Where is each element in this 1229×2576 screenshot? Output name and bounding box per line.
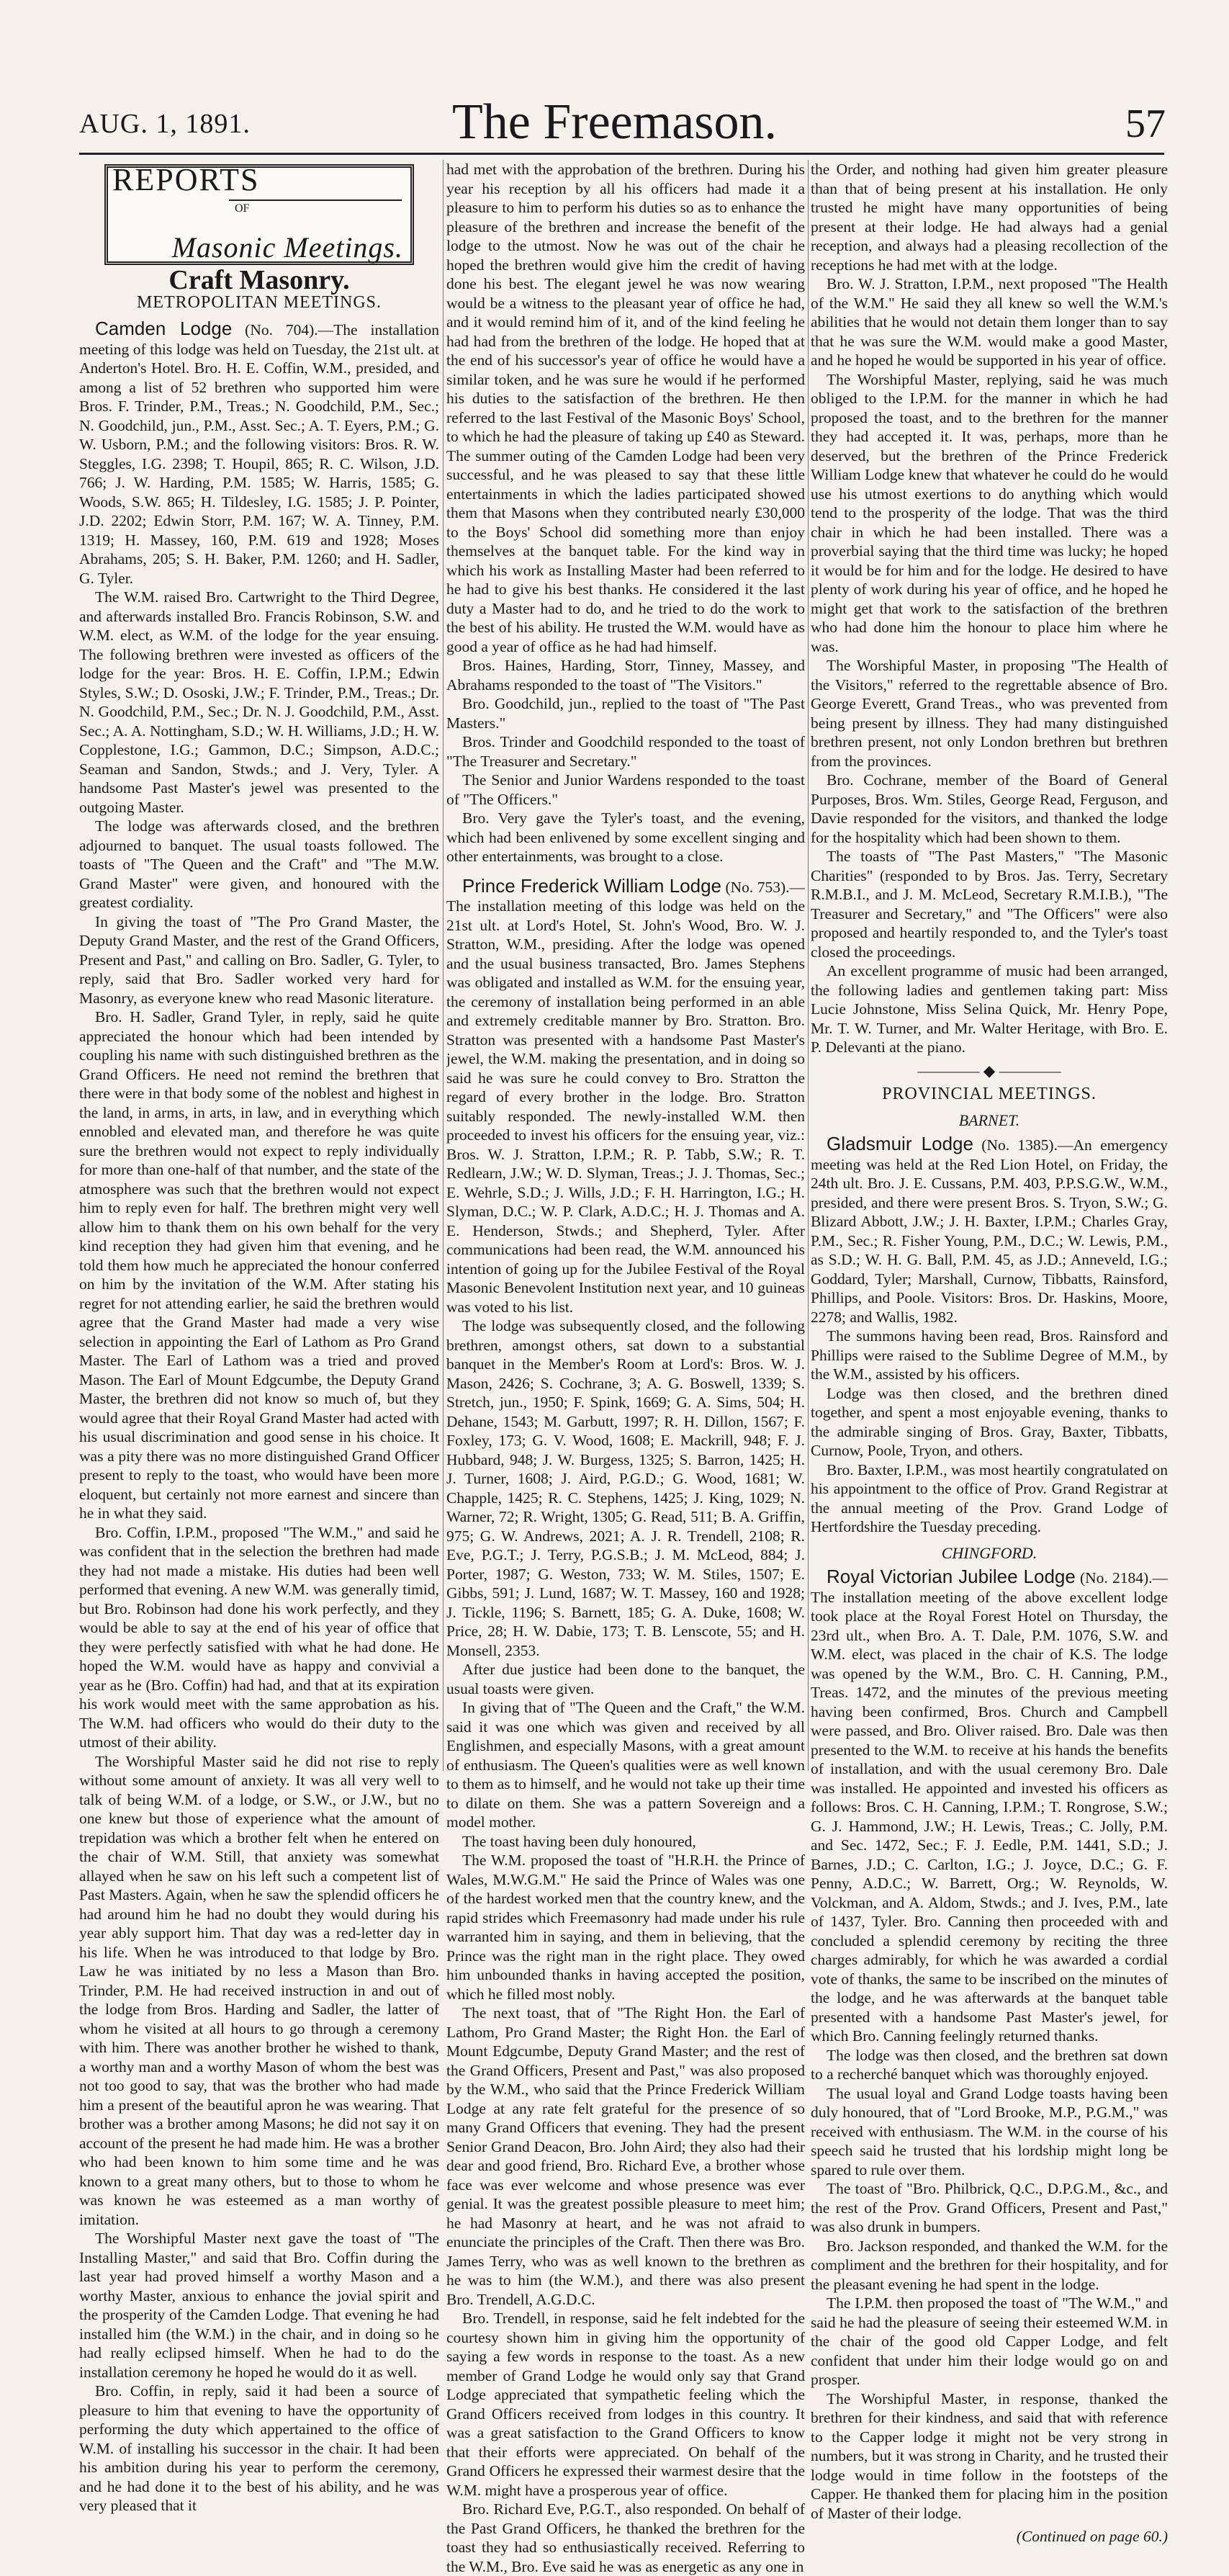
- article-paragraph: Bro. Coffin, in reply, said it had been a source of pleasure to him that evening to have the opportunity of performing the duty which appertained to the office of W.M. of installing his successor in the chair. It had been his ambition during his year to perform the ceremony, and he had done it to the best of his ability, and he was very pleased that it: [79, 2382, 439, 2514]
- section-divider: ———— ◆ ————: [917, 1062, 1061, 1080]
- article-paragraph: Bro. Trendell, in response, said he felt indebted for the courtesy shown him in giving him the opportunity of saying a few words in response to the toast. As a new member of Grand Lodge he would only say that Grand Lodge appreciated that sympathetic feeling which the Grand Officers received from lodges in this country. It was a great satisfaction to the Grand Officers to know that their efforts were appreciated. On behalf of the Grand Officers he expressed their warmest desire that the W.M. might have a prosperous year of office.: [446, 2310, 805, 2499]
- newspaper-title: The Freemason.: [452, 94, 777, 150]
- article-paragraph: The toast of "Bro. Philbrick, Q.C., D.P.G.M., &c., and the rest of the Prov. Grand Officers, Present and Past," was also drunk in bumpers.: [811, 2180, 1168, 2235]
- subheading-barnet: BARNET.: [958, 1110, 1020, 1129]
- article-paragraph: The Senior and Junior Wardens responded to the toast of "The Officers.": [446, 771, 805, 808]
- article-paragraph: The W.M. raised Bro. Cartwright to the Third Degree, and afterwards installed Bro. Francis Robinson, S.W. and W.M. elect, as W.M. of the lodge for the year ensuing. The following brethren were invested as officers of the lodge for the year: Bros. H. E. Coffin, I.P.M.; Edwin Styles, S.W.; D. Ososki, J.W.; F. Trinder, P.M., Treas.; Dr. N. Goodchild, P.M., Sec.; Dr. N. J. Goodchild, P.M., Asst. Sec.; A. A. Nottingham, S.D.; W. H. Williams, J.D.; H. W. Copplestone, I.G.; Gammon, D.C.; Simpson, A.D.C.; Seaman and Sandon, Stwds.; and J. Very, Tyler. A handsome Past Master's jewel was presented to the outgoing Master.: [79, 588, 439, 816]
- article-paragraph: had met with the approbation of the brethren. During his year his reception by all his officers had made it a pleasure to him to perform his duties so as to enhance the pleasure of the brethren and increase the benefit of the lodge to the utmost. Now he was out of the chair he hoped the brethren would give him the credit of having done his best. The elegant jewel he was now wearing would be a witness to the pleasant year of office he had, and it would remind him of it, and of the kind feeling he had had from the brethren of the lodge. He hoped that at the end of his successor's year of office he would have a similar token, and he was sure he would if he performed his duties to the satisfaction of the brethren. He then referred to the last Festival of the Masonic Boys' School, to which he had the pleasure of taking up £40 as Steward. The summer outing of the Camden Lodge had been very successful, and he was pleased to say that these little entertainments in which the ladies participated showed them that Masons when they contributed nearly £30,000 to the Boys' School did something more than enjoy themselves at the banquet table. For the kind way in which his work as Installing Master had been referred to he had to give his best thanks. He considered it the last duty a Master had to do, and he tried to do the work to the best of his ability. He trusted the W.M. would have as good a year of office as he had had himself.: [446, 161, 805, 655]
- reports-banner: [104, 164, 414, 265]
- header-rule: [79, 153, 1164, 155]
- article-paragraph: The toasts of "The Past Masters," "The Masonic Charities" (responded to by Bros. Jas. Terry, Secretary R.M.B.I., and J. M. McLeod, Secretary R.M.I.B.), "The Treasurer and Secretary," and "The Officers" were also proposed and heartily responded to, and the Tyler's toast closed the proceedings.: [811, 848, 1168, 961]
- lodge-title: Gladsmuir Lodge: [827, 1133, 973, 1154]
- lodge-title: Prince Frederick William Lodge: [462, 874, 721, 897]
- column-1: [79, 160, 439, 2516]
- article-paragraph: [446, 876, 805, 1317]
- lodge-number: (No. 753).: [725, 878, 790, 896]
- subheading-metropolitan: METROPOLITAN MEETINGS.: [136, 292, 382, 312]
- article-paragraph: The Worshipful Master, replying, said he was much obliged to the I.P.M. for the manner in which he had proposed the toast, and to the brethren for the manner they had accepted it. It was, perhaps, more than he deserved, but the brethren of the Prince Frederick William Lodge knew that whatever he could do he would use his utmost exertions to do anything which would tend to the prosperity of the lodge. That was the third chair in which he had been installed. There was a proverbial saying that the third time was lucky; he hoped it would be for him and for the lodge. He desired to have plenty of work during his year of office, and he hoped he might get that work to the satisfaction of the brethren who had done him the honour to place him where he was.: [811, 370, 1168, 655]
- article-paragraph: The summons having been read, Bros. Rainsford and Phillips were raised to the Sublime Degree of M.M., by the W.M., assisted by his officers.: [811, 1327, 1168, 1383]
- article-paragraph: The Worshipful Master, in proposing "The Health of the Visitors," referred to the regrettable absence of Bro. George Everett, Grand Treas., who was prevented from being present by illness. They had many distinguished brethren present, not only London brethren but brethren from the provinces.: [811, 657, 1168, 770]
- banner-line-2: OF: [235, 202, 250, 215]
- article-paragraph: Bros. Trinder and Goodchild responded to the toast of "The Treasurer and Secretary.": [446, 733, 805, 770]
- article-paragraph: The W.M. proposed the toast of "H.R.H. the Prince of Wales, M.W.G.M." He said the Prince of Wales was one of the hardest worked men that the country knew, and the rapid strides which Freemasonry had made under his rule warranted him in saying, and them in believing, that the Prince was the right man in the right place. They owed him unbounded thanks in having accepted the position, which he filled most nobly.: [446, 1852, 805, 2003]
- article-paragraph: Bros. Haines, Harding, Storr, Tinney, Massey, and Abrahams responded to the toast of "The Visitors.": [446, 657, 805, 694]
- article-paragraph: Bro. Very gave the Tyler's toast, and the evening, which had been enlivened by some excellent singing and other entertainments, was brought to a close.: [446, 809, 805, 865]
- article-paragraph: The Worshipful Master said he did not rise to reply without some amount of anxiety. It was all very well to talk of being W.M. of a lodge, or S.W., or J.W., but no one knew but those of experience what the amount of trepidation was which a brother felt when he entered on the chair of W.M. Still, that anxiety was somewhat allayed when he saw on his left such a competent list of Past Masters. Again, when he saw the splendid officers he had around him he had no doubt they would during his year ably support him. That day was a red-letter day in his life. When he was introduced to that lodge by Bro. Law he was initiated by no less a Mason than Bro. Trinder, P.M. He had received instruction in and out of the lodge from Bros. Harding and Sadler, the latter of whom he visited at all hours to go through a ceremony with him. There was another brother he wished to thank, a worthy man and a worthy Mason of whom the best was not too good to say, that was the brother who had made him a present of the beautiful apron he was wearing. That brother was a brother among Masons; he did not say it on account of the present he had made him. He was a brother who had been known to him some time and he was known to a great many others, but to those to whom he was known he was esteemed as a man worthy of imitation.: [79, 1752, 439, 2228]
- article-paragraph: In giving the toast of "The Pro Grand Master, the Deputy Grand Master, and the rest of the Grand Officers, Present and Past," and calling on Bro. Sadler, G. Tyler, to reply, said that Bro. Sadler worked very hard for Masonry, as everyone knew who read Masonic literature.: [79, 912, 439, 1007]
- article-paragraph: Bro. Richard Eve, P.G.T., also responded. On behalf of the Past Grand Officers, he thanked the brethren for the toast they had so enthusiastically received. Referring to the W.M., Bro. Eve said he was as energetic as any one in: [446, 2500, 805, 2575]
- article-paragraph: The toast having been duly honoured,: [462, 1832, 696, 1850]
- article-paragraph: Bro. H. Sadler, Grand Tyler, in reply, said he quite appreciated the honour which had been intended by coupling his name with such distinguished brethren as the Grand Officers. He need not remind the brethren that there were in that body some of the noblest and highest in the land, in arms, in arts, in law, and in everything which ennobled and elevated man, and therefore he was quite sure the brethren would not expect to reply individually for more than one-half of that number, and the state of the atmosphere was such that the brethren would not expect him to reply even for half. The brethren might very well allow him to thank them on his own behalf for the very kind reception they had given him that evening, and he told them how much he appreciated the honour conferred on him by the invitation of the W.M. After stating his regret for not attending earlier, he said the brethren would agree that the Grand Master had made a very wise selection in appointing the Earl of Lathom as Pro Grand Master. The Earl of Lathom was a tried and proved Mason. The Earl of Mount Edgcumbe, the Deputy Grand Master, the brethren did not know so much of, but they would agree that their Royal Grand Master had acted with his usual discrimination and good sense in his choice. It was a pity there was no more distinguished Grand Officer present to reply to the toast, who would have been more eloquent, but certainly not more earnest and sincere than he in what they said.: [79, 1008, 439, 1522]
- paragraph-text: —An emergency meeting was held at the Red Lion Hotel, on Friday, the 24th ult. Bro. J. E. Cussans, P.M. 403, P.P.S.G.W., W.M., presided, and there were present Bros. S. Tryon, S.W.; G. Blizard Abbott, J.W.; J. H. Baxter, I.P.M.; Charles Gray, P.M., Sec.; R. Fisher Young, P.M., D.C.; W. Lewis, P.M., as S.D.; W. H. G. Ball, P.M. 45, as J.D.; Anneveld, I.G.; Goddard, Tyler; Marshall, Curnow, Tibbatts, Rainsford, Phillips, and Poole. Visitors: Bros. Dr. Haskins, Moore, 2278; and Wallis, 1982.: [811, 1136, 1168, 1326]
- article-paragraph: In giving that of "The Queen and the Craft," the W.M. said it was one which was given and received by all Englishmen, and especially Masons, with a great amount of enthusiasm. The Queen's qualities were as well known to them as to himself, and he would not take up their time to dilate on them. She was a pattern Sovereign and a model mother.: [446, 1699, 805, 1831]
- issue-date: AUG. 1, 1891.: [79, 109, 251, 139]
- continued-note: (Continued on page 60.): [1016, 2528, 1168, 2545]
- column-3: [811, 160, 1168, 2546]
- article-paragraph: The next toast, that of "The Right Hon. the Earl of Lathom, Pro Grand Master; the Right Hon. the Earl of Mount Edgcumbe, Deputy Grand Master; and the rest of the Grand Officers, Present and Past," was also proposed by the W.M., who said that the Prince Frederick William Lodge at any rate felt grateful for the presence of so many Grand Officers that evening. They had the present Senior Grand Deacon, Bro. John Aird; they also had their dear and good friend, Bro. Richard Eve, a brother whose face was ever welcome and whose presence was ever genial. It was the greatest possible pleasure to meet him; he had Masonry at heart, and he was not afraid to enunciate the principles of the Craft. Then there was Bro. James Terry, who was as well known to the brethren as he was to him (the W.M.), and there was also present Bro. Trendell, A.G.D.C.: [446, 2004, 805, 2308]
- article-paragraph: Lodge was then closed, and the brethren dined together, and spent a most enjoyable evening, thanks to the admirable singing of Bros. Gray, Baxter, Tibbatts, Curnow, Poole, Tryon, and others.: [811, 1384, 1168, 1459]
- section-heading-craft: Craft Masonry.: [168, 265, 350, 295]
- article-paragraph: The usual loyal and Grand Lodge toasts having been duly honoured, that of "Lord Brooke, M.P., P.G.M.," was received with enthusiasm. The W.M. in the course of his speech said he trusted that his lordship might long be spared to rule over them.: [811, 2084, 1168, 2178]
- article-paragraph: An excellent programme of music had been arranged, the following ladies and gentlemen taking part: Miss Lucie Johnstone, Miss Selina Quick, Mr. Henry Pope, Mr. T. W. Turner, and Mr. Walter Heritage, with Bro. E. P. Delevanti at the piano.: [811, 962, 1168, 1056]
- article-paragraph: Bro. Baxter, I.P.M., was most heartily congratulated on his appointment to the office of Prov. Grand Registrar at the annual meeting of the Prov. Grand Lodge of Hertfordshire the Tuesday preceding.: [811, 1460, 1168, 1535]
- article-paragraph: the Order, and nothing had given him greater pleasure than that of being present at his installation. He only trusted he might have many opportunities of being present at their lodge. He had always had a genial reception, and always had a pleasing recollection of the receptions he had met with at the lodge.: [811, 161, 1168, 274]
- banner-line-1: REPORTS: [112, 162, 260, 197]
- lodge-title: Camden Lodge: [95, 318, 233, 339]
- article-paragraph: Bro. W. J. Stratton, I.P.M., next proposed "The Health of the W.M." He said they all knew so well the W.M.'s abilities that he would not detain them longer than to say that he was sure the W.M. would make a good Master, and he hoped he would be supported in his year of office.: [811, 275, 1168, 369]
- article-paragraph: Bro. Coffin, I.P.M., proposed "The W.M.," and said he was confident that in the selection the brethren had made they had not made a mistake. His duties had been well performed that evening. A new W.M. was generally timid, but Bro. Robinson had done his work perfectly, and they would be able to say at the end of his year of office that they were perfectly satisfied with what he had done. He hoped the W.M. would have as happy and convivial a year as he (Bro. Coffin) had had, and that at its expiration his work would meet with the same approbation as his. The W.M. had officers who would do their duty to the utmost of their ability.: [79, 1523, 439, 1751]
- masthead: [0, 0, 1229, 150]
- paragraph-text: —The installation meeting of this lodge was held on Tuesday, the 21st ult. at Anderton's Hotel. Bro. H. E. Coffin, W.M., presided, and among a list of 52 brethren who supported him were Bros. F. Trinder, P.M., Treas.; N. Goodchild, P.M., Sec.; N. Goodchild, jun., P.M., Asst. Sec.; A. T. Eyers, P.M.; G. W. Usborn, P.M.; and the following visitors: Bros. R. W. Steggles, I.G. 2398; T. Houpil, 865; R. C. Wilson, J.D. 766; J. W. Harding, P.M. 1585; W. Harris, 1585; G. Woods, S.W. 865; H. Tildesley, I.G. 1585; J. P. Pointer, J.D. 2202; Edwin Storr, P.M. 167; W. A. Tinney, P.M. 1319; H. Massey, 160, P.M. 619 and 1928; Moses Abrahams, 205; S. H. Baker, P.M. 1260; and H. Sadler, G. Tyler.: [79, 321, 439, 587]
- lodge-title: Royal Victorian Jubilee Lodge: [827, 1566, 1076, 1587]
- column-divider: [808, 160, 809, 1771]
- article-paragraph: The lodge was subsequently closed, and the following brethren, amongst others, sat down to a substantial banquet in the Member's Room at Lord's: Bros. W. J. Mason, 2426; S. Cochrane, 3; A. G. Boswell, 1339; S. Stretch, jun., 1950; F. Spink, 1669; G. A. Sims, 504; H. Dehane, 1543; M. Garbutt, 1997; R. H. Dillon, 1567; F. Foxley, 173; G. V. Wood, 1608; E. Mackrill, 948; F. J. Hubbard, 948; J. W. Burgess, 1325; S. Barron, 1425; H. J. Turner, 1608; J. Aird, P.G.D.; G. Wood, 1681; W. Chapple, 1425; R. C. Stephens, 1425; J. King, 1029; N. Warner, 72; R. Wright, 1305; G. Read, 511; B. A. Griffin, 975; G. W. Andrews, 2021; A. J. R. Trendell, 2108; R. Eve, P.G.T.; J. Terry, P.G.S.B.; J. M. McLeod, 884; J. Porter, 1987; G. Weston, 733; W. M. Stiles, 1507; E. Gibbs, 591; J. Lund, 1687; W. T. Massey, 160 and 1928; J. Tickle, 1196; S. Barnett, 185; G. A. Duke, 1608; W. Price, 28; H. W. Dabie, 173; T. B. Lenscote, 55; and H. Monsell, 2353.: [446, 1317, 805, 1659]
- lodge-number: (No. 704).: [245, 321, 318, 338]
- lodge-number: (No. 2184).: [1080, 1569, 1153, 1587]
- paragraph-text: —The installation meeting of this lodge was held on the 21st ult. at Lord's Hotel, St. John's Wood, Bro. W. J. Stratton, W.M., presiding. After the lodge was opened and the usual business transacted, Bro. James Stephens was obligated and installed as W.M. for the ensuing year, the ceremony of installation being performed in an able and extremely creditable manner by Bro. Stratton. Bro. Stratton was presented with a handsome Past Master's jewel, the W.M. making the presentation, and in doing so said he was sure he could convey to Bro. Stratton the regard of every brother in the lodge. Bro. Stratton suitably responded. The newly-installed W.M. then proceeded to invest his officers for the ensuing year, viz.: Bros. W. J. Stratton, I.P.M.; R. P. Tabb, S.W.; R. T. Redlearn, J.W.; W. D. Slyman, Treas.; J. J. Thomas, Sec.; E. Wehrle, S.D.; J. Wills, J.D.; F. H. Harrington, I.G.; H. Slyman, D.C.; W. P. Clark, A.D.C.; H. J. Thomas and A. E. Henderson, Stwds.; and Shepherd, Tyler. After communications had been read, the W.M. announced his intention of going up for the Jubilee Festival of the Royal Masonic Benevolent Institution next year, and 10 guineas was voted to his list.: [446, 878, 805, 1316]
- article-paragraph: Bro. Goodchild, jun., replied to the toast of "The Past Masters.": [446, 695, 805, 732]
- column-2: [446, 160, 805, 2576]
- paragraph-text: —The installation meeting of the above excellent lodge took place at the Royal Forest Hotel on Thursday, the 23rd ult., when Bro. A. T. Dale, P.M. 1076, S.W. and W.M. elect, was placed in the chair of K.S. The lodge was opened by the W.M., Bro. C. H. Canning, P.M., Treas. 1472, and the minutes of the previous meeting having been confirmed, Bros. Church and Campbell were passed, and Bro. Oliver raised. Bro. Dale was then presented to the W.M. to receive at his hands the benefits of installation, and with the usual ceremony Bro. Dale was installed. He appointed and invested his officers as follows: Bros. C. H. Canning, I.P.M.; T. Rongrose, S.W.; G. J. Hammond, J.W.; H. Lewis, Treas.; C. Jolly, P.M. and Sec. 1472, Sec.; F. J. Eedle, P.M. 1441, S.D.; J. Barnes, J.D.; C. Carlton, I.G.; J. Joyce, D.C.; G. F. Penny, A.D.C.; W. Barrett, Org.; W. Reynolds, W. Volckman, and A. Aldom, Stwds.; and J. Ives, P.M., late of 1437, Tyler. Bro. Canning then proceeded with and concluded a splendid ceremony by reciting the three charges admirably, for which he was awarded a cordial vote of thanks, the same to be inscribed on the minutes of the lodge, and he was afterwards at the banquet table presented with a handsome Past Master's jewel, for which Bro. Canning feelingly returned thanks.: [811, 1569, 1168, 2045]
- article-paragraph: The lodge was then closed, and the brethren sat down to a recherché banquet which was thoroughly enjoyed.: [811, 2046, 1168, 2083]
- subheading-provincial: PROVINCIAL MEETINGS.: [882, 1085, 1097, 1103]
- lodge-number: (No. 1385).: [981, 1136, 1058, 1154]
- page-number: 57: [1125, 102, 1166, 146]
- article-paragraph: Bro. Jackson responded, and thanked the W.M. for the compliment and the brethren for their hospitality, and for the pleasant evening he had spent in the lodge.: [811, 2237, 1168, 2293]
- article-paragraph: [811, 1567, 1168, 2046]
- banner-line-3: Masonic Meetings.: [171, 230, 403, 264]
- article-paragraph: The I.P.M. then proposed the toast of "The W.M.," and said he had the pleasure of seeing their esteemed W.M. in the chair of the good old Capper Lodge, and felt confident that under him their lodge would go on and prosper.: [811, 2294, 1168, 2388]
- article-paragraph: The lodge was afterwards closed, and the brethren adjourned to banquet. The usual toasts followed. The toasts of "The Queen and the Craft" and "The M.W. Grand Master" were given, and honoured with the greatest cordiality.: [79, 817, 439, 911]
- article-paragraph: The Worshipful Master next gave the toast of "The Installing Master," and said that Bro. Coffin during the last year had proved himself a worthy Mason and a worthy Master, anxious to enhance the jovial spirit and the prosperity of the Camden Lodge. That evening he had installed him (the W.M.) in the chair, and in doing so he had really eclipsed himself. When he had to do the installation ceremony he hoped he would do it as well.: [79, 2230, 439, 2381]
- article-paragraph: [79, 319, 439, 588]
- column-divider: [443, 160, 444, 1771]
- article-paragraph: After due justice had been done to the banquet, the usual toasts were given.: [446, 1661, 805, 1697]
- article-paragraph: The Worshipful Master, in response, thanked the brethren for their kindness, and said that with reference to the Capper lodge it might not be very strong in numbers, but it was strong in Charity, and he trusted their lodge would in time follow in the footsteps of the Capper. He thanked them for placing him in the position of Master of their lodge.: [811, 2389, 1168, 2522]
- subheading-chingford: CHINGFORD.: [941, 1543, 1037, 1562]
- article-paragraph: Bro. Cochrane, member of the Board of General Purposes, Bros. Wm. Stiles, George Read, Ferguson, and Davie responded for the visitors, and thanked the lodge for the hospitality which had been shown to them.: [811, 771, 1168, 846]
- article-paragraph: [811, 1134, 1168, 1327]
